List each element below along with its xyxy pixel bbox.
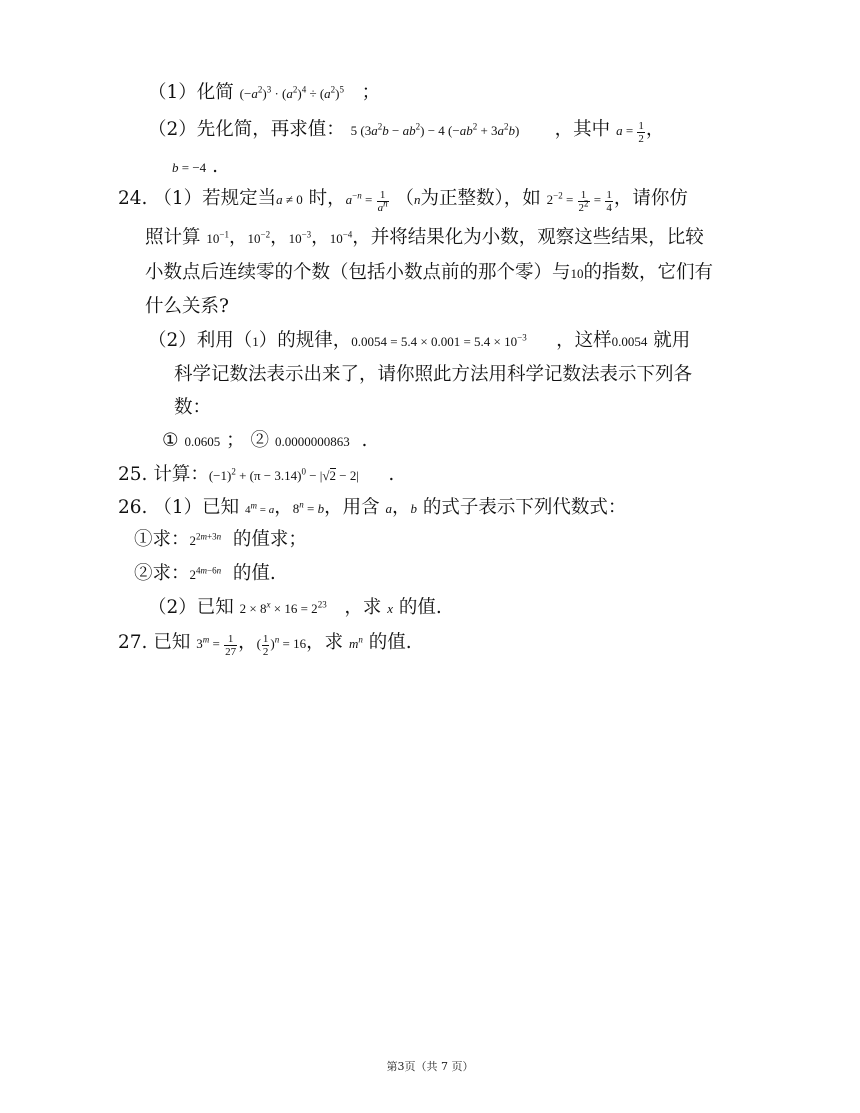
- q24-power-2: $10^{-2}$: [247, 229, 271, 246]
- q23-expr1: $(-a^2)^3 \cdot (a^2)^4 \div (a^2)^5$: [239, 84, 345, 101]
- q26-line1: 26. （1）已知 $4^m = a$，$8^n = b$，用含 a，b 的式子表示下列代数式：: [118, 497, 627, 518]
- q23-b-value: b = −4: [172, 160, 207, 175]
- page-footer: 第3页（共 7 页）: [386, 1060, 474, 1073]
- q23-b-line: b = −4 .: [172, 156, 218, 177]
- q26-expr1: $2^{2m+3n}$: [189, 531, 222, 548]
- q26-cond2: $8^n = b$: [292, 499, 325, 516]
- q24-line3: 小数点后连续零的个数（包括小数点前的那个零）与10的指数，它们有: [145, 262, 714, 283]
- q24-example: $2^{-2}$ = $\frac{1}{2^2}$ = $\frac{1}{4}$: [546, 188, 612, 214]
- q23-expr2: 5 $(3a^2b - ab^2) - 4$ $(-ab^2 + 3a^2b)$: [350, 121, 520, 138]
- q23-part2: （2）先化简，再求值： 5 $(3a^2b - ab^2) - 4$ $(-ab^2 + 3a^2b)$ ，其中 a = $\frac{1}{2}$ ，: [148, 119, 665, 145]
- q24-condition: a ≠ 0: [276, 192, 303, 207]
- q25: 25. 计算：$(-1)^2 + (\pi - 3.14)^0 - |√2 - 2|$ .: [118, 464, 395, 485]
- q24-line1: 24. （1）若规定当a ≠ 0 时，$a^{-n}$ = $\frac{1}{a^n}$ （n为正整数），如 $2^{-2}$ = $\frac{1}{2^2}$ = $\frac{1}{4}$ ，请你仿: [118, 188, 688, 214]
- q26-sub1: ①求：$2^{2m+3n}$ 的值求；: [134, 529, 307, 550]
- q24-power-3: $10^{-3}$: [288, 229, 312, 246]
- q25-expr: $(-1)^2 + (\pi - 3.14)^0 - |√2 - 2|$: [208, 466, 359, 483]
- q24-definition: $a^{-n}$ = $\frac{1}{a^n}$: [345, 188, 388, 214]
- q27: 27. 已知 $3^m$ = $\frac{1}{27}$ ，( $\frac{1}{2}$ )$^n$ = 16，求 $m^n$ 的值.: [118, 632, 412, 658]
- q24-line6: 科学记数法表示出来了，请你照此方法用科学记数法表示下列各: [174, 364, 693, 385]
- q24-line2: 照计算 $10^{-1}$，$10^{-2}$，$10^{-3}$，$10^{-4}$，并将结果化为小数，观察这些结果，比较: [145, 227, 704, 248]
- q24-items: ① 0.0605 ； ② 0.0000000863 .: [162, 430, 368, 451]
- q26-expr3: $2 \times 8^x \times 16 = 2^{23}$: [239, 599, 327, 616]
- q27-cond2: ( $\frac{1}{2}$ )$^n$ = 16: [256, 632, 307, 658]
- q26-part2: （2）已知 $2 \times 8^x \times 16 = 2^{23}$ ，求 x 的值.: [148, 597, 442, 618]
- q27-target: $m^n$: [349, 634, 363, 651]
- q23-part1: （1）化简 $(-a^2)^3 \cdot (a^2)^4 \div (a^2)^5$ ；: [148, 82, 381, 103]
- q24-line7: 数：: [174, 397, 212, 418]
- q24-part2: （2）利用（1）的规律，$0.0054 = 5.4 \times 0.001 = 5.4 \times 10^{-3}$ ，这样0.0054 就用: [148, 330, 691, 351]
- q24-power-4: $10^{-4}$: [329, 229, 353, 246]
- q23-a-value: a = $\frac{1}{2}$: [616, 119, 644, 145]
- q24-expr: $0.0054 = 5.4 \times 0.001 = 5.4 \times 10^{-3}$: [351, 332, 527, 349]
- q24-line4: 什么关系?: [145, 296, 229, 317]
- q27-cond1: $3^m$ = $\frac{1}{27}$: [196, 632, 237, 658]
- q24-power-1: $10^{-1}$: [206, 229, 229, 246]
- q26-sub2: ②求：$2^{4m-6n}$ 的值.: [134, 563, 276, 584]
- q26-cond1: $4^m = a$: [244, 500, 275, 516]
- q26-expr2: $2^{4m-6n}$: [189, 565, 222, 582]
